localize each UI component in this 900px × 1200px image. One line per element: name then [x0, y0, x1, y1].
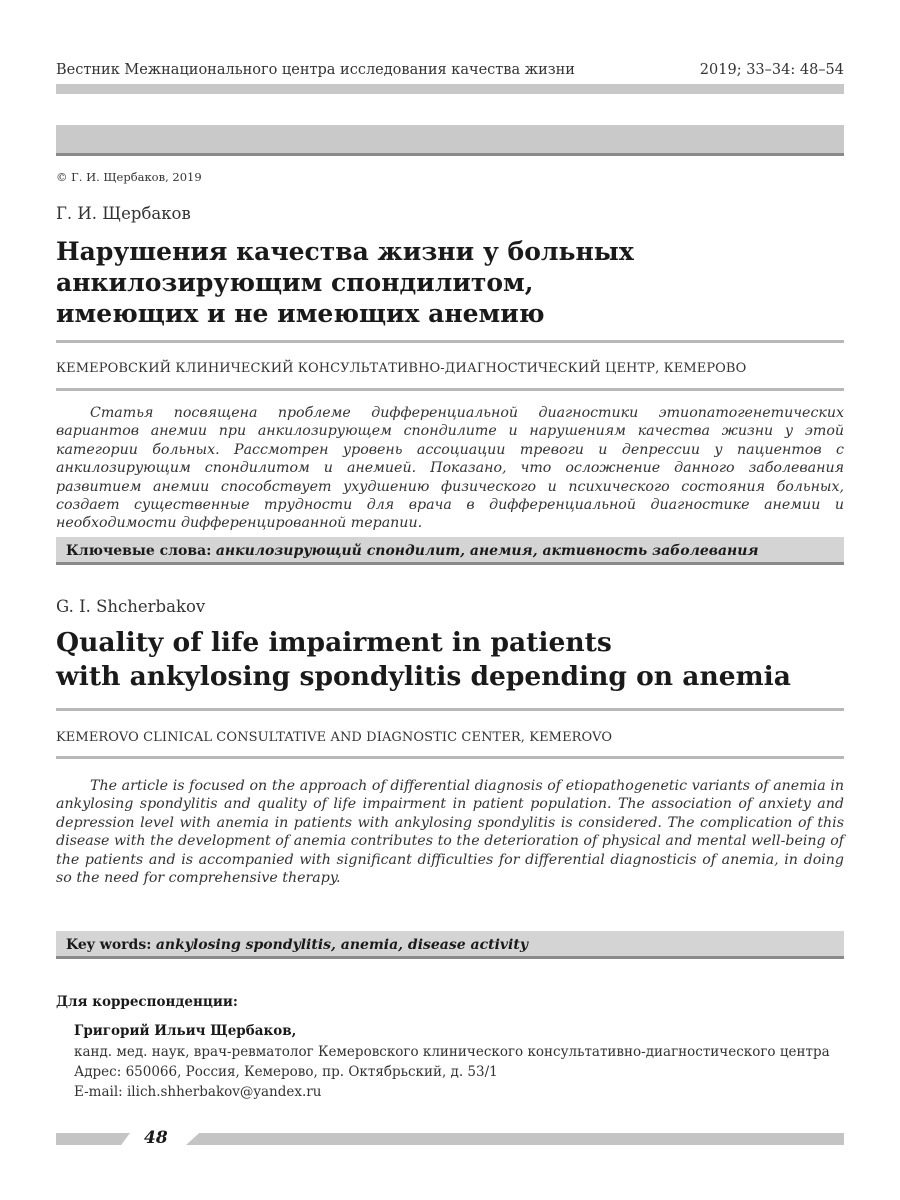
- page-number: 48: [144, 1128, 168, 1148]
- keywords-ru: анкилозирующий спондилит, анемия, активность заболевания: [215, 543, 759, 559]
- correspondence-name: Григорий Ильич Щербаков,: [74, 1023, 297, 1039]
- keywords-en: ankylosing spondylitis, anemia, disease activity: [155, 937, 528, 953]
- title-en-line: Quality of life impairment in patients: [56, 627, 612, 658]
- divider: [56, 340, 844, 343]
- divider: [56, 756, 844, 759]
- keywords-box-en: [56, 931, 844, 959]
- correspondence-email[interactable]: E-mail: ilich.shherbakov@yandex.ru: [74, 1084, 322, 1100]
- title-ru-line: имеющих и не имеющих анемию: [56, 299, 545, 328]
- footer-bar-left: [56, 1133, 130, 1145]
- keywords-label-ru: Ключевые слова:: [66, 543, 212, 559]
- keywords-box-ru: [56, 537, 844, 565]
- correspondence-address: Адрес: 650066, Россия, Кемерово, пр. Октябрьский, д. 53/1: [74, 1064, 498, 1080]
- header-rule: [56, 84, 844, 94]
- affiliation-ru: КЕМЕРОВСКИЙ КЛИНИЧЕСКИЙ КОНСУЛЬТАТИВНО-ДИАГНОСТИЧЕСКИЙ ЦЕНТР, КЕМЕРОВО: [56, 361, 747, 376]
- copyright-line: © Г. И. Щербаков, 2019: [56, 170, 202, 184]
- title-ru-line: анкилозирующим спондилитом,: [56, 268, 534, 297]
- abstract-en: The article is focused on the approach of differential diagnosis of etiopathogenetic variants of anemia in ankylosing spondylitis and quality of life impairment in patient population. The association of anxiety and depression level with anemia in patients with ankylosing spondylitis is considered. The complication of this disease with the development of anemia contributes to the deterioration of physical and mental well-being of the patients and is accompanied with significant difficulties for differential diagnosticis of anemia, in doing so the need for comprehensive therapy.: [56, 778, 844, 887]
- correspondence-heading: Для корреспонденции:: [56, 994, 238, 1010]
- article-title-en: [56, 626, 836, 694]
- abstract-ru: Статья посвящена проблеме дифференциальной диагностики этиопатогенетических вариантов анемии при анкилозирующем спондилите и нарушениям качества жизни у этой категории больных. Рассмотрен уровень ассоциации тревоги и депрессии у пациентов с анкилозирующим спондилитом и анемией. Показано, что осложнение данного заболевания развитием анемии способствует ухудшению физического и психического состояния больных, создает существенные трудности для врача в дифференциальной диагностике анемии и необходимости дифференцированной терапии.: [56, 405, 844, 532]
- affiliation-en: KEMEROVO CLINICAL CONSULTATIVE AND DIAGNOSTIC CENTER, KEMEROVO: [56, 730, 613, 745]
- divider: [56, 388, 844, 391]
- title-en-line: with ankylosing spondylitis depending on anemia: [56, 661, 791, 692]
- author-en: G. I. Shcherbakov: [56, 597, 206, 616]
- keywords-label-en: Key words:: [66, 937, 152, 953]
- journal-title: Вестник Межнационального центра исследования качества жизни: [56, 62, 575, 78]
- header-band: [56, 125, 844, 156]
- correspondence-position: канд. мед. наук, врач-ревматолог Кемеровского клинического консультативно-диагностического центра: [74, 1044, 830, 1060]
- article-title-ru: [56, 236, 836, 329]
- title-ru-line: Нарушения качества жизни у больных: [56, 237, 634, 266]
- author-ru: Г. И. Щербаков: [56, 204, 191, 223]
- footer-bar-right: [186, 1133, 844, 1145]
- issue-pages: 2019; 33–34: 48–54: [699, 62, 844, 78]
- divider: [56, 708, 844, 711]
